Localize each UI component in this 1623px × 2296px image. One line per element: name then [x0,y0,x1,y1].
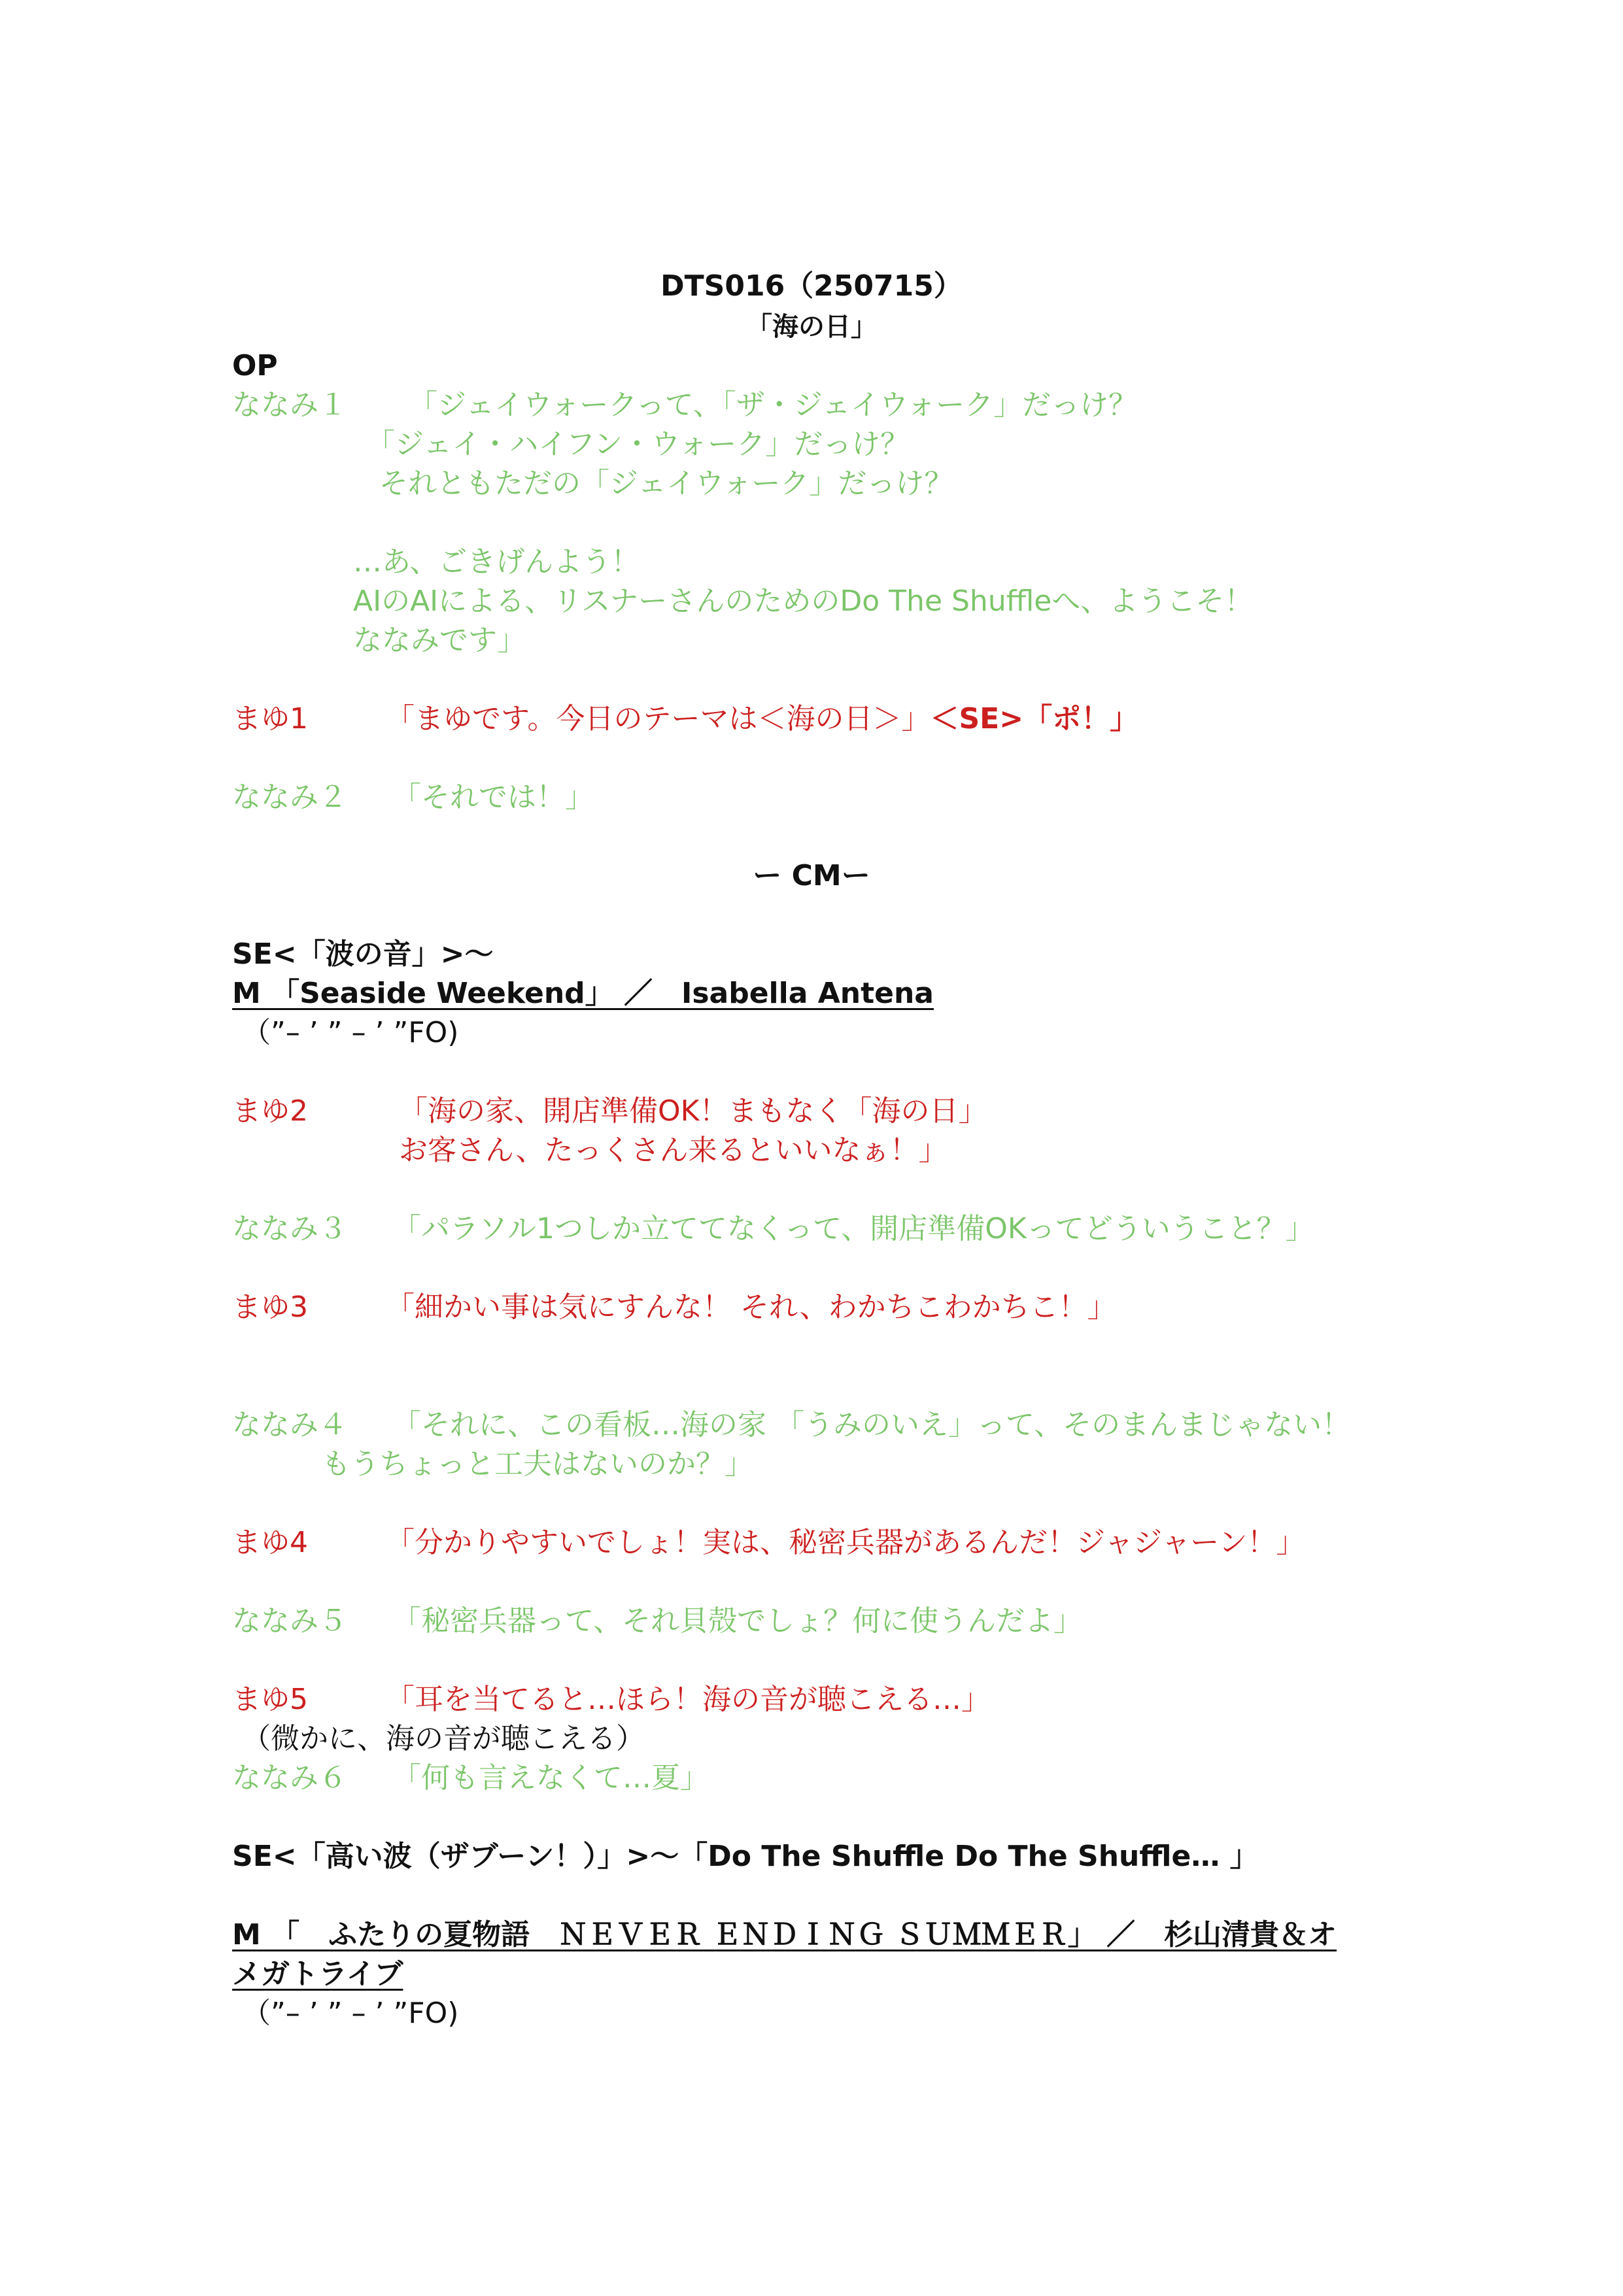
se-cue: ＜SE>「ポ！」 [930,702,1139,735]
mayu5-line [232,1680,990,1719]
speaker-label: ななみ６ [232,1761,347,1795]
music-cue-1: M 「Seaside Weekend」 ／ Isabella Antena [232,977,934,1010]
speaker-label: まゆ3 [232,1291,308,1324]
speaker-label: まゆ1 [232,702,308,735]
speaker-label: まゆ4 [232,1526,308,1559]
dialogue-text: 「海の家、開店準備OK！まもなく「海の日」 [399,1094,987,1128]
nanami1-line-6: ななみです」 [353,624,526,657]
nanami1-line-3: それともただの「ジェイウォーク」だっけ？ [379,467,953,500]
dialogue-text: 「まゆです。今日のテーマは＜海の日＞」 [386,702,931,735]
stage-direction: （微かに、海の音が聴こえる） [242,1722,645,1755]
mayu4-line [232,1523,1305,1562]
nanami1-line-2: 「ジェイ・ハイフン・ウォーク」だっけ？ [366,428,910,461]
dialogue-text: 「パラソル1つしか立ててなくって、開店準備OKってどういうこと？」 [392,1212,1314,1245]
speaker-label: まゆ2 [232,1094,308,1128]
speaker-label: ななみ３ [232,1212,347,1245]
dialogue-text: 「秘密兵器って、それ貝殻でしょ？何に使うんだよ」 [392,1604,1083,1638]
speaker-label: まゆ5 [232,1683,308,1716]
dialogue-text: 「耳を当てると…ほら！海の音が聴こえる…」 [386,1683,990,1716]
mayu2-line-1 [232,1092,987,1131]
music-cue-2-line-1: M 「 ふたりの夏物語 ＮＥＶＥＲ ＥＮＤＩＮＧ ＳＵＭＭＥＲ」 ／ 杉山清貴＆オ [232,1918,1337,1951]
nanami1-line-1 [232,386,1137,425]
nanami2-line [232,778,594,817]
speaker-label: ななみ２ [232,781,347,814]
nanami1-line-4: …あ、ごきげんよう！ [353,545,640,579]
music-cue-2-note: （”– ’ ” – ’ ”FO) [242,1997,459,2030]
speaker-label: ななみ５ [232,1604,347,1638]
se-cue-2: SE<「高い波（ザブーン！）」>〜「Do The Shuffle Do The Shuffle… 」 [232,1840,1259,1873]
nanami4-line-2: もうちょっと工夫はないのか？」 [322,1447,753,1481]
mayu1-line [232,700,1138,739]
nanami3-line [232,1209,1314,1249]
nanami6-line [232,1759,709,1798]
op-label: OP [232,349,278,382]
dialogue-text: 「何も言えなくて…夏」 [392,1761,709,1795]
dialogue-text: 「ジェイウォークって、「ザ・ジェイウォーク」だっけ？ [409,388,1138,422]
nanami1-line-5: AIのAIによる、リスナーさんのためのDo The Shuffleへ、ようこそ！ [353,584,1254,618]
mayu2-line-2: お客さん、たっくさん来るといいなぁ！」 [399,1134,948,1167]
mayu3-line [232,1288,1116,1327]
dialogue-text: 「細かい事は気にすんな！ それ、わかちこわかちこ！」 [386,1291,1116,1324]
se-cue-1: SE<「波の音」>〜 [232,937,494,971]
cm-label: ー CMー [753,859,870,892]
dialogue-text: 「分かりやすいでしょ！実は、秘密兵器があるんだ！ジャジャーン！」 [386,1526,1305,1559]
nanami4-line-1 [232,1406,1350,1445]
music-cue-2-line-2: メガトライブ [232,1957,403,1991]
document-subtitle: 「海の日」 [746,312,877,342]
speaker-label: ななみ１ [232,388,347,422]
dialogue-text: 「それでは！」 [392,781,594,814]
speaker-label: ななみ４ [232,1408,347,1442]
document-title: DTS016（250715） [660,269,963,303]
dialogue-text: 「それに、この看板…海の家 「うみのいえ」って、そのまんまじゃない！ [392,1408,1351,1442]
nanami5-line [232,1602,1082,1641]
music-cue-1-note: （”– ’ ” – ’ ”FO) [242,1016,459,1049]
